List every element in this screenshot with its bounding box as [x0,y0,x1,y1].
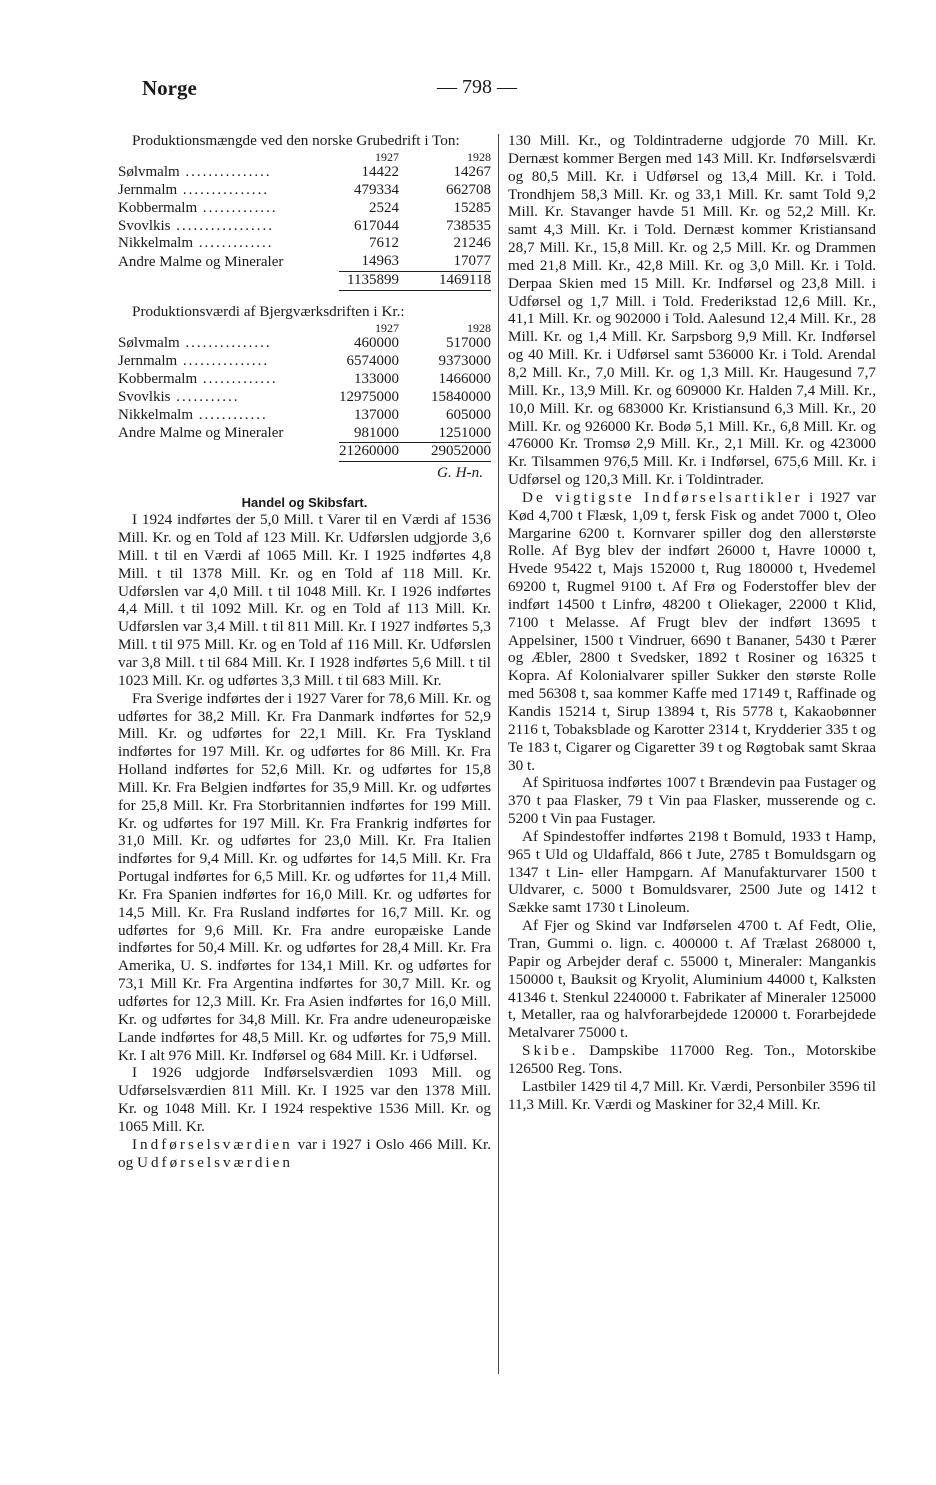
spaced-term: Indførselsværdien [132,1135,293,1153]
table-row [118,235,491,253]
leader-dots: ............... [179,163,272,180]
table1-total-row [118,272,491,291]
page-number: — 798 — [437,76,517,98]
row-label: Svovlkis [118,217,171,234]
value-1927: 14963 [361,253,399,270]
paragraph-trade-totals: I 1924 indførtes der 5,0 Mill. t Varer til en Værdi af 1536 Mill. Kr. og en Told af 123 Mill. Kr. Udførslen udgjorde 3,6 Mill. t til en Værdi af 1065 Mill. Kr. I 1925 indførtes 4,8 Mill. t til 1378 Mill. Kr. og en Told af 118 Mill. Kr. Udførslen var 4,0 Mill. t til 1048 Mill. Kr. I 1926 indførtes 4,4 Mill. t til 1092 Mill. Kr. og en Told af 113 Mill. Kr. Udførslen var 3,4 Mill. t til 811 Mill. Kr. I 1927 indførtes 5,3 Mill. t til 975 Mill. Kr. og en Told af 116 Mill. Kr. Udførslen var 3,8 Mill. t til 684 Mill. Kr. I 1928 indførtes 5,6 Mill. t til 1023 Mill. Kr. og udførtes 3,3 Mill. t til 683 Mill. Kr. [118,511,491,689]
leader-dots: ............. [197,199,278,216]
spaced-term: De vigtigste Indførselsartikler [522,488,803,506]
value-1927: 133000 [354,370,399,387]
value-1927: 12975000 [339,388,399,405]
row-label: Nikkelmalm [118,235,193,252]
leader-dots: ............... [177,352,270,369]
paragraph-ships [508,1042,876,1078]
value-1928: 517000 [446,335,491,352]
leader-dots: ............. [193,235,274,252]
leader-dots: ............... [179,335,272,352]
leader-dots: ............... [177,181,270,198]
leader-dots: ............ [193,406,268,423]
value-1928: 15840000 [431,388,491,405]
paragraph-raw-materials: Af Fjer og Skind var Indførselen 4700 t. Af Fedt, Olie, Tran, Gummi o. lign. c. 400000 t. Af Trælast 268000 t, Papir og Arbejder deraf c. 55000 t, Mineraler: Mangankis 150000 t, Bauksit og Kryolit, Aluminium 44000 t, Kalksten 41346 t. Stenkul 2240000 t. Fabrikater af Mineraler 125000 t, Metaller, raa og halvforarbejdede 120000 t. Forarbejdede Metalvarer 75000 t. [508,917,876,1042]
total-1928: 1469118 [399,272,491,291]
leader-dots: ........... [170,388,240,405]
value-1927: 137000 [354,406,399,423]
value-1927: 460000 [354,335,399,352]
total-1927: 1135899 [339,272,399,291]
author-signature: G. H-n. [437,464,483,482]
leader-dots: ................. [170,217,275,234]
production-value-table [118,321,491,462]
value-1927: 981000 [354,424,399,441]
table-row [118,200,491,218]
table-row [118,407,491,425]
page-header [142,76,818,106]
value-1928: 15285 [453,199,491,216]
paragraph-port-values: 130 Mill. Kr., og Toldintraderne udgjorde 70 Mill. Kr. Dernæst kommer Bergen med 143 Mill. Kr. Indførselsværdi og 80,5 Mill. Kr. i Udførsel og 13,4 Mill. Kr. i Told. Trondhjem 58,3 Mill. Kr. og 33,1 Mill. Kr. samt Told 9,2 Mill. Kr. Stavanger havde 51 Mill. Kr. og 52,2 Mill. Kr. samt 4,3 Mill. Kr. i Told. Dernæst kommer Kristiansand 28,7 Mill. Kr., 15,8 Mill. Kr. og 2,5 Mill. Kr. og Drammen med 21,8 Mill. Kr., 42,8 Mill. Kr. og 3,0 Mill. Kr. i Told. Derpaa Skien med 15 Mill. Kr. Indførsel og 23,8 Mill. i Udførsel og 1,7 Mill. i Told. Frederikstad 12,6 Mill. Kr., 41,1 Mill. Kr. og 902000 i Told. Aalesund 12,4 Mill. Kr., 28 Mill. Kr. og 1,4 Mill. Kr. Sarpsborg 9,9 Mill. Kr. Indførsel og 40 Mill. Kr. i Udførsel samt 536000 Kr. i Told. Arendal 8,2 Mill. Kr., 7,0 Mill. Kr. og 1,3 Mill. Kr. Haugesund 7,7 Mill. Kr., 13,9 Mill. Kr. og 609000 Kr. Halden 7,4 Mill. Kr., 10,0 Mill. Kr. og 683000 Kr. Kristiansund 6,3 Mill. Kr., 20 Mill. Kr. og 926000 Kr. Bodø 5,1 Mill. Kr., 6,8 Mill. Kr. og 476000 Kr. Tromsø 2,9 Mill. Kr., 2,1 Mill. Kr. og 423000 Kr. Tilsammen 976,5 Mill. Kr. i Indførsel, 675,6 Mill. Kr. i Udførsel og 120,3 Mill. Kr. i Toldintrader. [508,132,876,489]
spaced-term: Skibe. [522,1042,579,1060]
table2-caption: Produktionsværdi af Bjergværksdriften i Kr.: [132,303,405,321]
value-1927: 479334 [354,181,399,198]
table1-caption: Produktionsmængde ved den norske Grubedrift i Ton: [132,132,460,149]
text-run: var i 1927 i Oslo 466 Mill. Kr. og [118,1135,491,1171]
table2-year-1928: 1928 [467,321,491,336]
total-1928: 29052000 [399,443,491,462]
row-label: Nikkelmalm [118,406,193,423]
table2-total-row [118,443,491,462]
table-row [118,253,491,271]
value-1928: 1251000 [438,424,491,441]
table-row [118,389,491,407]
paragraph-textiles: Af Spindestoffer indførtes 2198 t Bomuld, 1933 t Hamp, 965 t Uld og Uldaffald, 866 t Jute, 2785 t Bomuldsgarn og 1347 t Lin- eller Hampgarn. Af Manufakturvarer 1500 t Uldvarer, c. 5000 t Bomuldsvarer, 2500 Jute og 1412 t Sække samt 1730 t Linoleum. [508,827,876,917]
paragraph-spirits: Af Spirituosa indførtes 1007 t Brændevin paa Fustager og 370 t paa Flasker, 79 t Vin paa Flasker, musserende og c. 5200 t Vin paa Fustager. [508,774,876,828]
paragraph-trade-history: I 1926 udgjorde Indførselsværdien 1093 Mill. og Udførselsværdien 811 Mill. Kr. I 1925 var den 1378 Mill. Kr. og 1048 Mill. Kr. I 1924 respektive 1536 Mill. Kr. og 1065 Mill. Kr. [118,1064,491,1135]
row-label: Andre Malme og Mineraler [118,425,284,442]
paragraph-trade-by-country: Fra Sverige indførtes der i 1927 Varer for 78,6 Mill. Kr. og udførtes for 38,2 Mill. Kr. Fra Danmark indførtes for 52,9 Mill. Kr. og udførtes for 22,1 Mill. Kr. Fra Tyskland indførtes for 197 Mill. Kr. og udførtes for 86 Mill. Kr. Fra Holland indførtes for 52,6 Mill. Kr. og udførtes for 15,8 Mill. Kr. Fra Belgien indførtes for 35,9 Mill. Kr. og udførtes for 25,8 Mill. Kr. Fra Storbritannien indførtes for 199 Mill. Kr. og udførtes for 197 Mill. Kr. Fra Frankrig indførtes for 31,0 Mill. Kr. og udførtes for 23,0 Mill. Kr. Fra Italien indførtes for 9,4 Mill. Kr. og udførtes for 14,5 Mill. Kr. Fra Portugal indførtes for 6,5 Mill. Kr. og udførtes for 11,4 Mill. Kr. Fra Spanien indførtes for 16,0 Mill. Kr. og udførtes for 14,5 Mill. Kr. Fra Rusland indførtes for 16,7 Mill. Kr. og udførtes for 9,6 Mill. Kr. Fra andre europæiske Lande indførtes for 50,4 Mill. Kr. og udførtes for 28,4 Mill. Kr. Fra Amerika, U. S. indførtes for 134,1 Mill. Kr. og udførtes for 73,1 Mill Kr. Fra Argentina indførtes for 30,7 Mill. Kr. og udførtes for 12,3 Mill. Kr. Fra Asien indførtes for 16,0 Mill. Kr. og udførtes for 34,8 Mill. Kr. Fra andre udeneuropæiske Lande indførtes for 48,5 Mill. Kr. og udførtes for 75,9 Mill. Kr. I alt 976 Mill. Kr. Indførsel og 684 Mill. Kr. i Udførsel. [118,689,491,1064]
spaced-term: Udførselsværdien [136,1153,293,1171]
value-1927: 7612 [369,235,399,252]
leader-dots: ............. [197,370,278,387]
country-heading: Norge [142,76,197,100]
table-row [118,371,491,389]
total-1927: 21260000 [339,443,399,462]
table2-year-1927: 1927 [375,321,399,336]
table-row [118,353,491,371]
row-label: Sølvmalm [118,335,180,352]
value-1928: 1466000 [438,370,491,387]
paragraph-import-articles [508,489,876,775]
right-column [508,132,876,1113]
value-1928: 9373000 [438,352,491,369]
table2-year-row [118,321,491,335]
table-row [118,425,491,443]
row-label: Svovlkis [118,388,171,405]
value-1927: 6574000 [346,352,399,369]
table1-year-1928: 1928 [467,149,491,164]
table1-year-1927: 1927 [375,149,399,164]
value-1928: 17077 [453,253,491,270]
table-row [118,182,491,200]
left-column [118,132,491,1171]
table-row [118,218,491,236]
value-1928: 14267 [453,163,491,180]
value-1928: 662708 [446,181,491,198]
table1-year-row [118,150,491,164]
row-label: Kobbermalm [118,199,198,216]
production-quantity-table [118,150,491,291]
paragraph-vehicles: Lastbiler 1429 til 4,7 Mill. Kr. Værdi, Personbiler 3596 til 11,3 Mill. Kr. Værdi og Maskiner for 32,4 Mill. Kr. [508,1077,876,1113]
value-1928: 738535 [446,217,491,234]
table-row [118,335,491,353]
table-row [118,164,491,182]
row-label: Jernmalm [118,352,178,369]
row-label: Sølvmalm [118,163,180,180]
value-1928: 605000 [446,406,491,423]
paragraph-port-values-start [118,1136,491,1172]
value-1927: 2524 [369,199,399,216]
value-1928: 21246 [453,235,491,252]
value-1927: 617044 [354,217,399,234]
row-label: Kobbermalm [118,370,198,387]
row-label: Andre Malme og Mineraler [118,253,284,270]
text-run: i 1927 var Kød 4,700 t Flæsk, 1,09 t, fersk Fisk og andet 7000 t, Oleo Margarine 6200 t. Kornvarer spiller dog den allerstørste Rolle. Af Byg blev der indført 26000 t, Havre 10000 t, Hvede 95422 t, Majs 152000 t, Rug 180000 t, Hvedemel 69200 t, Rugmel 9100 t. Af Frø og Foderstoffer blev der indført 14500 t Linfrø, 48200 t Oliekager, 22000 t Klid, 7100 t Melasse. Af Frugt blev der indført 13695 t Appelsiner, 1500 t Vindruer, 6690 t Bananer, 5430 t Pærer og Æbler, 2800 t Svedsker, 1892 t Rosiner og 16325 t Kopra. Af Kolonialvarer spiller Sukker den største Rolle med 56308 t, saa kommer Kaffe med 17149 t, Raffinade og Kandis 15214 t, Sirup 13894 t, Ris 5778 t, Kakaobønner 2116 t, Tobaksblade og Karotter 2314 t, Krydderier 335 t og Te 183 t, Cigarer og Cigaretter 39 t og Røgtobak samt Skraa 30 t. [508,488,876,774]
row-label: Jernmalm [118,181,178,198]
text-run: Dampskibe 117000 Reg. Ton., Motorskibe 126500 Reg. Tons. [508,1042,876,1077]
column-divider [498,134,499,1374]
value-1927: 14422 [361,163,399,180]
section-heading: Handel og Skibsfart. [241,495,368,511]
